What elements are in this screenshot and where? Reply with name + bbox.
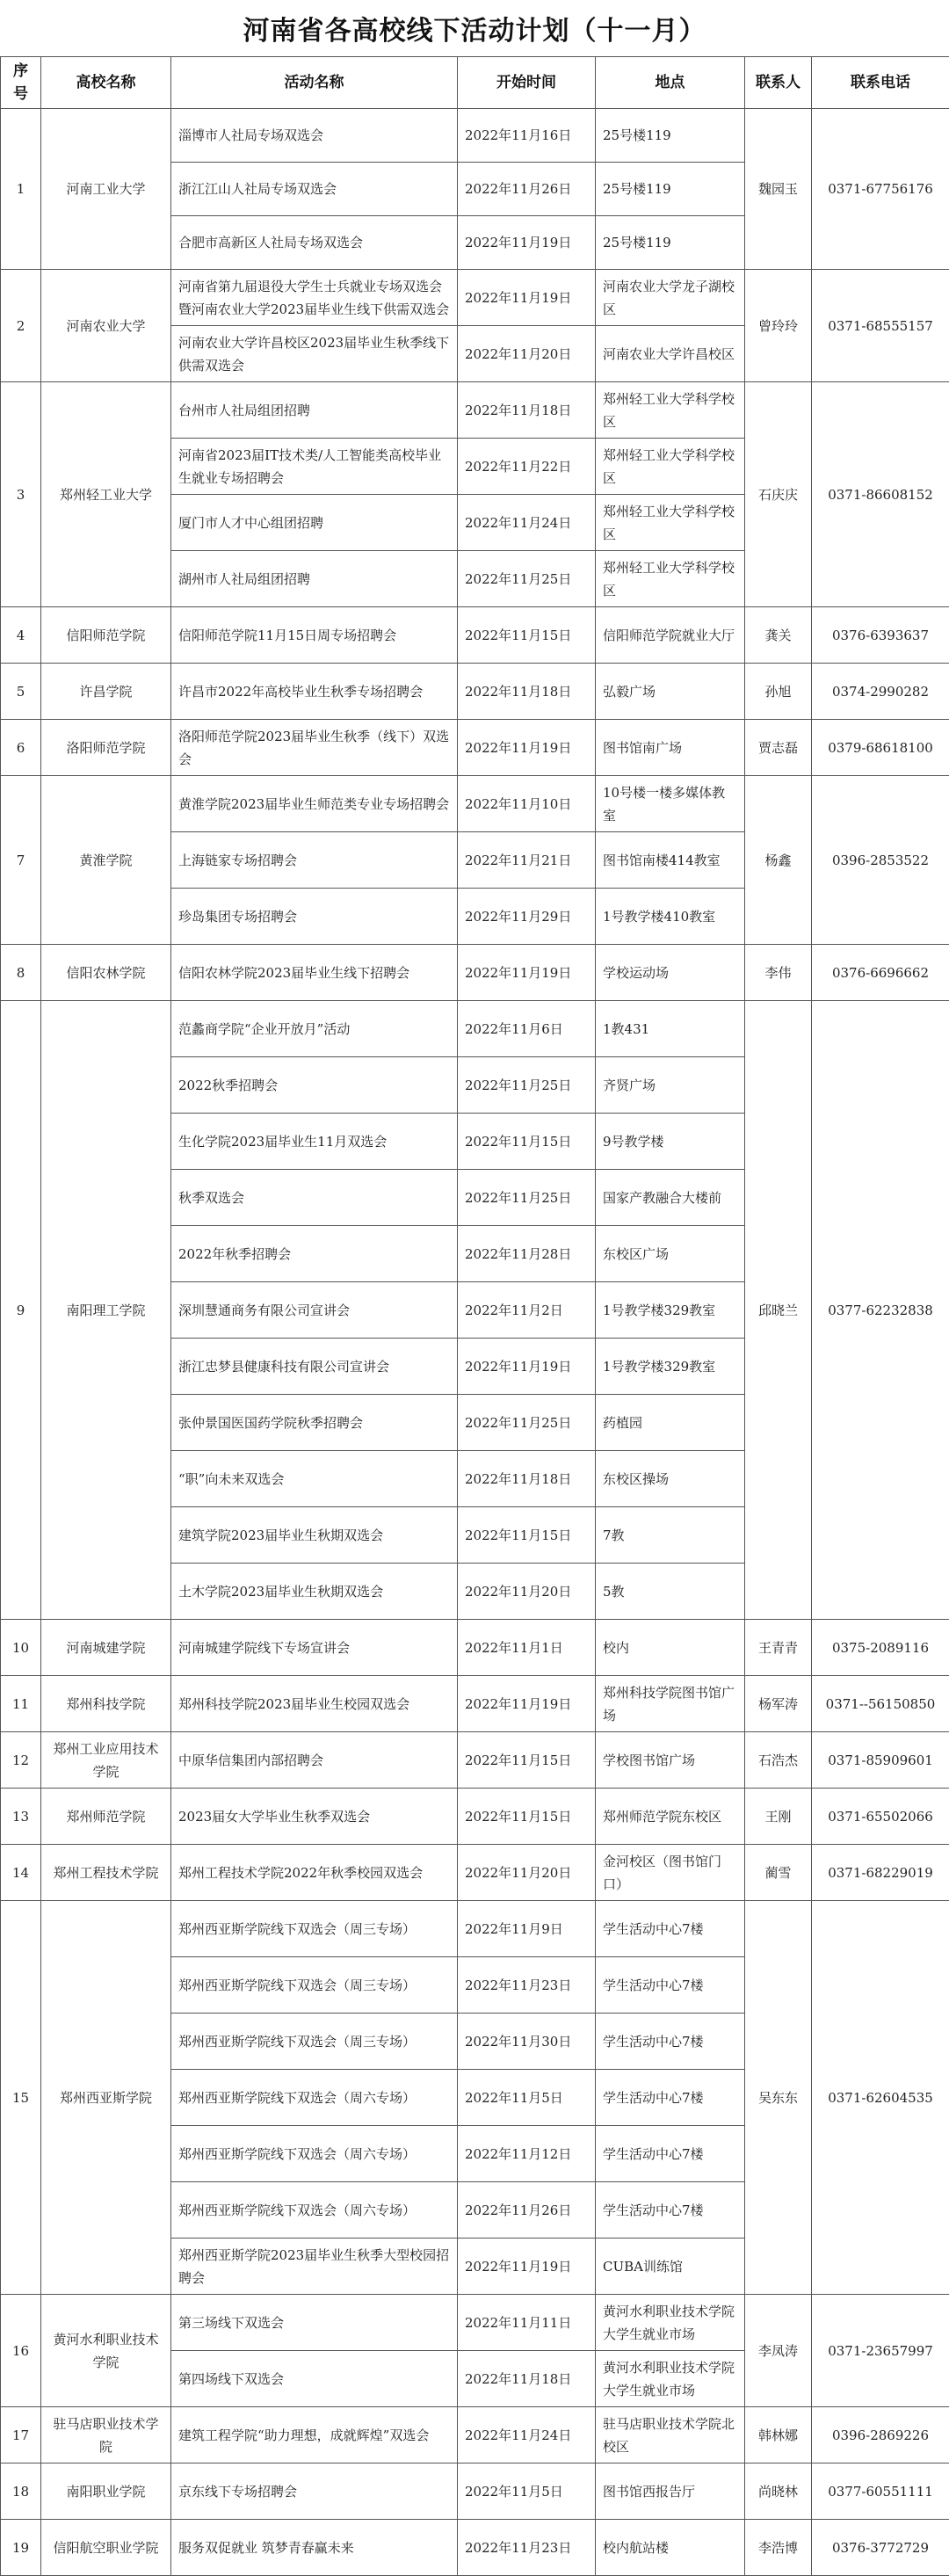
- school-name: 南阳理工学院: [41, 1001, 171, 1620]
- school-name: 郑州工程技术学院: [41, 1845, 171, 1901]
- contact-person: 贾志磊: [745, 720, 812, 776]
- activity-name: 2023届女大学毕业生秋季双选会: [171, 1789, 458, 1845]
- place: CUBA训练馆: [596, 2239, 745, 2295]
- table-row: [1, 1732, 949, 1789]
- row-number: 13: [1, 1789, 41, 1845]
- activity-name: 河南省第九届退役大学生士兵就业专场双选会暨河南农业大学2023届毕业生线下供需双选会: [171, 270, 458, 326]
- start-time: 2022年11月10日: [458, 776, 596, 832]
- contact-person: 曾玲玲: [745, 270, 812, 382]
- contact-person: 李凤涛: [745, 2295, 812, 2407]
- table-row: [1, 720, 949, 776]
- school-name: 黄淮学院: [41, 776, 171, 945]
- row-number: 19: [1, 2520, 41, 2576]
- table-row: [1, 607, 949, 664]
- contact-person: 龚关: [745, 607, 812, 664]
- contact-person: 石庆庆: [745, 382, 812, 607]
- header-place: 地点: [596, 57, 745, 109]
- contact-phone: 0371-85909601: [812, 1732, 949, 1789]
- place: 5教: [596, 1564, 745, 1620]
- activity-name: 郑州工程技术学院2022年秋季校园双选会: [171, 1845, 458, 1901]
- start-time: 2022年11月25日: [458, 1057, 596, 1114]
- school-name: 驻马店职业技术学院: [41, 2407, 171, 2464]
- table-row: [1, 2407, 949, 2464]
- start-time: 2022年11月20日: [458, 326, 596, 382]
- table-row: [1, 945, 949, 1001]
- contact-person: 王青青: [745, 1620, 812, 1676]
- contact-person: 蔺雪: [745, 1845, 812, 1901]
- activity-name: 2022秋季招聘会: [171, 1057, 458, 1114]
- start-time: 2022年11月15日: [458, 607, 596, 664]
- header-activity: 活动名称: [171, 57, 458, 109]
- activity-name: 秋季双选会: [171, 1170, 458, 1226]
- start-time: 2022年11月6日: [458, 1001, 596, 1057]
- place: 10号楼一楼多媒体教室: [596, 776, 745, 832]
- activity-name: 河南城建学院线下专场宣讲会: [171, 1620, 458, 1676]
- contact-phone: 0371-23657997: [812, 2295, 949, 2407]
- school-name: 许昌学院: [41, 664, 171, 720]
- place: 9号教学楼: [596, 1114, 745, 1170]
- contact-person: 杨军涛: [745, 1676, 812, 1732]
- start-time: 2022年11月29日: [458, 889, 596, 945]
- start-time: 2022年11月30日: [458, 2014, 596, 2070]
- start-time: 2022年11月18日: [458, 664, 596, 720]
- activity-name: 河南省2023届IT技术类/人工智能类高校毕业生就业专场招聘会: [171, 439, 458, 495]
- row-number: 1: [1, 109, 41, 270]
- row-number: 16: [1, 2295, 41, 2407]
- activity-name: 郑州西亚斯学院线下双选会（周三专场）: [171, 1901, 458, 1957]
- start-time: 2022年11月15日: [458, 1507, 596, 1564]
- place: 7教: [596, 1507, 745, 1564]
- place: 25号楼119: [596, 109, 745, 163]
- contact-person: 杨鑫: [745, 776, 812, 945]
- place: 郑州轻工业大学科学校区: [596, 439, 745, 495]
- activity-name: 2022年秋季招聘会: [171, 1226, 458, 1282]
- place: 河南农业大学许昌校区: [596, 326, 745, 382]
- activity-name: 信阳农林学院2023届毕业生线下招聘会: [171, 945, 458, 1001]
- activity-name: 湖州市人社局组团招聘: [171, 551, 458, 607]
- activity-name: 建筑工程学院“助力理想，成就辉煌”双选会: [171, 2407, 458, 2464]
- start-time: 2022年11月24日: [458, 495, 596, 551]
- header-contact: 联系人: [745, 57, 812, 109]
- place: 1号教学楼410教室: [596, 889, 745, 945]
- contact-person: 李浩博: [745, 2520, 812, 2576]
- activity-name: 郑州西亚斯学院线下双选会（周六专场）: [171, 2182, 458, 2239]
- school-name: 郑州西亚斯学院: [41, 1901, 171, 2295]
- start-time: 2022年11月26日: [458, 2182, 596, 2239]
- header-school: 高校名称: [41, 57, 171, 109]
- row-number: 10: [1, 1620, 41, 1676]
- activity-name: 厦门市人才中心组团招聘: [171, 495, 458, 551]
- header-start-time: 开始时间: [458, 57, 596, 109]
- activity-name: 合肥市高新区人社局专场双选会: [171, 216, 458, 270]
- place: 东校区广场: [596, 1226, 745, 1282]
- activity-table: [0, 56, 949, 2576]
- activity-name: 第三场线下双选会: [171, 2295, 458, 2351]
- activity-name: 范蠡商学院“企业开放月”活动: [171, 1001, 458, 1057]
- contact-person: 魏园玉: [745, 109, 812, 270]
- place: 学校图书馆广场: [596, 1732, 745, 1789]
- activity-name: 信阳师范学院11月15日周专场招聘会: [171, 607, 458, 664]
- school-name: 信阳师范学院: [41, 607, 171, 664]
- place: 1号教学楼329教室: [596, 1339, 745, 1395]
- start-time: 2022年11月22日: [458, 439, 596, 495]
- start-time: 2022年11月23日: [458, 1957, 596, 2014]
- place: 校内航站楼: [596, 2520, 745, 2576]
- contact-phone: 0371--56150850: [812, 1676, 949, 1732]
- contact-phone: 0371-65502066: [812, 1789, 949, 1845]
- contact-phone: 0371-68229019: [812, 1845, 949, 1901]
- contact-person: 石浩杰: [745, 1732, 812, 1789]
- contact-phone: 0376-3772729: [812, 2520, 949, 2576]
- table-row: [1, 1789, 949, 1845]
- table-row: [1, 382, 949, 439]
- start-time: 2022年11月21日: [458, 832, 596, 889]
- school-name: 郑州师范学院: [41, 1789, 171, 1845]
- place: 黄河水利职业技术学院大学生就业市场: [596, 2295, 745, 2351]
- school-name: 信阳农林学院: [41, 945, 171, 1001]
- table-row: [1, 1620, 949, 1676]
- place: 郑州师范学院东校区: [596, 1789, 745, 1845]
- school-name: 黄河水利职业技术学院: [41, 2295, 171, 2407]
- activity-name: 建筑学院2023届毕业生秋期双选会: [171, 1507, 458, 1564]
- place: 学生活动中心7楼: [596, 1901, 745, 1957]
- place: 学生活动中心7楼: [596, 1957, 745, 2014]
- place: 郑州轻工业大学科学校区: [596, 551, 745, 607]
- place: 学生活动中心7楼: [596, 2126, 745, 2182]
- start-time: 2022年11月19日: [458, 945, 596, 1001]
- start-time: 2022年11月18日: [458, 382, 596, 439]
- place: 东校区操场: [596, 1451, 745, 1507]
- place: 信阳师范学院就业大厅: [596, 607, 745, 664]
- contact-phone: 0374-2990282: [812, 664, 949, 720]
- contact-phone: 0371-62604535: [812, 1901, 949, 2295]
- contact-phone: 0375-2089116: [812, 1620, 949, 1676]
- header-phone: 联系电话: [812, 57, 949, 109]
- activity-name: 黄淮学院2023届毕业生师范类专业专场招聘会: [171, 776, 458, 832]
- row-number: 12: [1, 1732, 41, 1789]
- contact-person: 吴东东: [745, 1901, 812, 2295]
- start-time: 2022年11月25日: [458, 1170, 596, 1226]
- place: 25号楼119: [596, 163, 745, 216]
- place: 校内: [596, 1620, 745, 1676]
- start-time: 2022年11月26日: [458, 163, 596, 216]
- contact-phone: 0377-60551111: [812, 2464, 949, 2520]
- place: 河南农业大学龙子湖校区: [596, 270, 745, 326]
- school-name: 洛阳师范学院: [41, 720, 171, 776]
- activity-name: 第四场线下双选会: [171, 2351, 458, 2407]
- table-row: [1, 109, 949, 163]
- start-time: 2022年11月18日: [458, 1451, 596, 1507]
- start-time: 2022年11月5日: [458, 2464, 596, 2520]
- contact-phone: 0376-6696662: [812, 945, 949, 1001]
- table-body: [1, 109, 949, 2576]
- activity-name: 浙江忠梦县健康科技有限公司宣讲会: [171, 1339, 458, 1395]
- start-time: 2022年11月15日: [458, 1789, 596, 1845]
- place: 齐贤广场: [596, 1057, 745, 1114]
- activity-name: 郑州西亚斯学院2023届毕业生秋季大型校园招聘会: [171, 2239, 458, 2295]
- activity-name: 郑州西亚斯学院线下双选会（周三专场）: [171, 2014, 458, 2070]
- table-row: [1, 1001, 949, 1057]
- school-name: 河南城建学院: [41, 1620, 171, 1676]
- header-row: [1, 57, 949, 109]
- school-name: 郑州科技学院: [41, 1676, 171, 1732]
- table-row: [1, 1901, 949, 1957]
- start-time: 2022年11月15日: [458, 1114, 596, 1170]
- place: 驻马店职业技术学院北校区: [596, 2407, 745, 2464]
- contact-person: 韩林娜: [745, 2407, 812, 2464]
- activity-name: 郑州西亚斯学院线下双选会（周六专场）: [171, 2126, 458, 2182]
- start-time: 2022年11月12日: [458, 2126, 596, 2182]
- place: 弘毅广场: [596, 664, 745, 720]
- table-row: [1, 2295, 949, 2351]
- table-row: [1, 270, 949, 326]
- contact-phone: 0396-2853522: [812, 776, 949, 945]
- start-time: 2022年11月18日: [458, 2351, 596, 2407]
- place: 1教431: [596, 1001, 745, 1057]
- start-time: 2022年11月9日: [458, 1901, 596, 1957]
- contact-phone: 0371-68555157: [812, 270, 949, 382]
- table-row: [1, 1845, 949, 1901]
- place: 学生活动中心7楼: [596, 2070, 745, 2126]
- place: 25号楼119: [596, 216, 745, 270]
- activity-name: 生化学院2023届毕业生11月双选会: [171, 1114, 458, 1170]
- place: 图书馆南广场: [596, 720, 745, 776]
- place: 郑州科技学院图书馆广场: [596, 1676, 745, 1732]
- activity-name: 郑州西亚斯学院线下双选会（周六专场）: [171, 2070, 458, 2126]
- place: 金河校区（图书馆门口）: [596, 1845, 745, 1901]
- row-number: 11: [1, 1676, 41, 1732]
- place: 药植园: [596, 1395, 745, 1451]
- place: 郑州轻工业大学科学校区: [596, 382, 745, 439]
- activity-name: 郑州科技学院2023届毕业生校园双选会: [171, 1676, 458, 1732]
- place: 国家产教融合大楼前: [596, 1170, 745, 1226]
- contact-phone: 0371-67756176: [812, 109, 949, 270]
- start-time: 2022年11月20日: [458, 1845, 596, 1901]
- activity-name: 洛阳师范学院2023届毕业生秋季（线下）双选会: [171, 720, 458, 776]
- header-no: 序号: [1, 57, 41, 109]
- activity-name: 河南农业大学许昌校区2023届毕业生秋季线下供需双选会: [171, 326, 458, 382]
- start-time: 2022年11月2日: [458, 1282, 596, 1339]
- contact-person: 王刚: [745, 1789, 812, 1845]
- start-time: 2022年11月19日: [458, 270, 596, 326]
- row-number: 7: [1, 776, 41, 945]
- school-name: 河南农业大学: [41, 270, 171, 382]
- place: 学校运动场: [596, 945, 745, 1001]
- activity-name: 许昌市2022年高校毕业生秋季专场招聘会: [171, 664, 458, 720]
- row-number: 3: [1, 382, 41, 607]
- activity-name: 中原华信集团内部招聘会: [171, 1732, 458, 1789]
- table-row: [1, 1676, 949, 1732]
- activity-name: 深圳慧通商务有限公司宣讲会: [171, 1282, 458, 1339]
- activity-name: 张仲景国医国药学院秋季招聘会: [171, 1395, 458, 1451]
- activity-name: 浙江江山人社局专场双选会: [171, 163, 458, 216]
- row-number: 14: [1, 1845, 41, 1901]
- row-number: 17: [1, 2407, 41, 2464]
- start-time: 2022年11月19日: [458, 1676, 596, 1732]
- start-time: 2022年11月15日: [458, 1732, 596, 1789]
- row-number: 18: [1, 2464, 41, 2520]
- row-number: 5: [1, 664, 41, 720]
- row-number: 8: [1, 945, 41, 1001]
- school-name: 河南工业大学: [41, 109, 171, 270]
- start-time: 2022年11月19日: [458, 1339, 596, 1395]
- start-time: 2022年11月19日: [458, 720, 596, 776]
- table-row: [1, 664, 949, 720]
- place: 图书馆西报告厅: [596, 2464, 745, 2520]
- place: 郑州轻工业大学科学校区: [596, 495, 745, 551]
- activity-name: 京东线下专场招聘会: [171, 2464, 458, 2520]
- start-time: 2022年11月5日: [458, 2070, 596, 2126]
- activity-name: 上海链家专场招聘会: [171, 832, 458, 889]
- row-number: 4: [1, 607, 41, 664]
- contact-person: 邱晓兰: [745, 1001, 812, 1620]
- activity-name: 淄博市人社局专场双选会: [171, 109, 458, 163]
- row-number: 2: [1, 270, 41, 382]
- contact-phone: 0376-6393637: [812, 607, 949, 664]
- activity-name: 珍岛集团专场招聘会: [171, 889, 458, 945]
- contact-phone: 0377-62232838: [812, 1001, 949, 1620]
- start-time: 2022年11月28日: [458, 1226, 596, 1282]
- row-number: 9: [1, 1001, 41, 1620]
- contact-person: 尚晓林: [745, 2464, 812, 2520]
- start-time: 2022年11月19日: [458, 2239, 596, 2295]
- start-time: 2022年11月1日: [458, 1620, 596, 1676]
- start-time: 2022年11月23日: [458, 2520, 596, 2576]
- contact-person: 李伟: [745, 945, 812, 1001]
- contact-phone: 0371-86608152: [812, 382, 949, 607]
- activity-name: 服务双促就业 筑梦青春赢未来: [171, 2520, 458, 2576]
- contact-phone: 0396-2869226: [812, 2407, 949, 2464]
- activity-name: “职”向未来双选会: [171, 1451, 458, 1507]
- contact-phone: 0379-68618100: [812, 720, 949, 776]
- start-time: 2022年11月25日: [458, 1395, 596, 1451]
- school-name: 信阳航空职业学院: [41, 2520, 171, 2576]
- page-title: 河南省各高校线下活动计划（十一月）: [243, 16, 706, 47]
- start-time: 2022年11月19日: [458, 216, 596, 270]
- start-time: 2022年11月16日: [458, 109, 596, 163]
- activity-name: 土木学院2023届毕业生秋期双选会: [171, 1564, 458, 1620]
- row-number: 6: [1, 720, 41, 776]
- place: 图书馆南楼414教室: [596, 832, 745, 889]
- school-name: 郑州轻工业大学: [41, 382, 171, 607]
- activity-name: 郑州西亚斯学院线下双选会（周三专场）: [171, 1957, 458, 2014]
- place: 黄河水利职业技术学院大学生就业市场: [596, 2351, 745, 2407]
- start-time: 2022年11月20日: [458, 1564, 596, 1620]
- row-number: 15: [1, 1901, 41, 2295]
- contact-person: 孙旭: [745, 664, 812, 720]
- activity-name: 台州市人社局组团招聘: [171, 382, 458, 439]
- school-name: 郑州工业应用技术学院: [41, 1732, 171, 1789]
- place: 1号教学楼329教室: [596, 1282, 745, 1339]
- table-row: [1, 2464, 949, 2520]
- place: 学生活动中心7楼: [596, 2014, 745, 2070]
- start-time: 2022年11月24日: [458, 2407, 596, 2464]
- start-time: 2022年11月25日: [458, 551, 596, 607]
- table-row: [1, 2520, 949, 2576]
- start-time: 2022年11月11日: [458, 2295, 596, 2351]
- table-row: [1, 776, 949, 832]
- place: 学生活动中心7楼: [596, 2182, 745, 2239]
- school-name: 南阳职业学院: [41, 2464, 171, 2520]
